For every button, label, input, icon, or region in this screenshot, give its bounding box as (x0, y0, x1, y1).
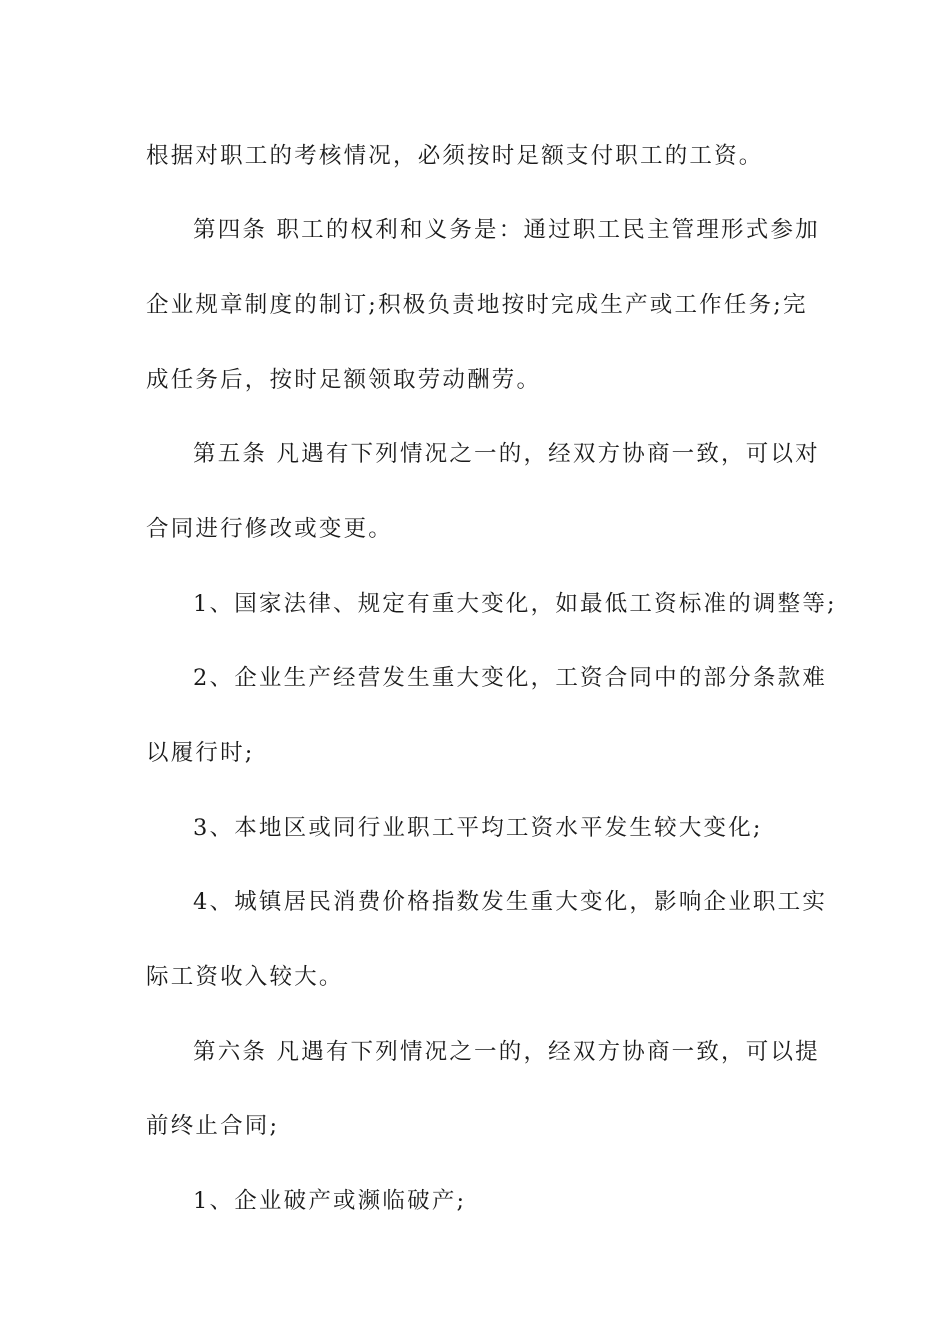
article-6-heading-line: 第六条 凡遇有下列情况之一的，经双方协商一致，可以提 (193, 1039, 820, 1065)
list-item-1-termination: 1、企业破产或濒临破产; (193, 1188, 467, 1214)
paragraph-line-6: 合同进行修改或变更。 (146, 516, 394, 542)
paragraph-line-14: 前终止合同; (146, 1113, 280, 1139)
paragraph-line-3: 企业规章制度的制订;积极负责地按时完成生产或工作任务;完 (146, 292, 808, 318)
list-item-3: 3、本地区或同行业职工平均工资水平发生较大变化; (193, 815, 763, 841)
list-item-4-continuation: 际工资收入较大。 (146, 964, 344, 990)
article-5-heading-line: 第五条 凡遇有下列情况之一的，经双方协商一致，可以对 (193, 441, 820, 467)
list-item-2: 2、企业生产经营发生重大变化，工资合同中的部分条款难 (193, 665, 828, 691)
paragraph-line-4: 成任务后，按时足额领取劳动酬劳。 (146, 367, 542, 393)
paragraph-line-1: 根据对职工的考核情况，必须按时足额支付职工的工资。 (146, 143, 764, 169)
list-item-1: 1、国家法律、规定有重大变化，如最低工资标准的调整等; (193, 591, 837, 617)
list-item-4: 4、城镇居民消费价格指数发生重大变化，影响企业职工实 (193, 889, 828, 915)
list-item-2-continuation: 以履行时; (146, 740, 255, 766)
article-4-heading-line: 第四条 职工的权利和义务是：通过职工民主管理形式参加 (193, 217, 820, 243)
